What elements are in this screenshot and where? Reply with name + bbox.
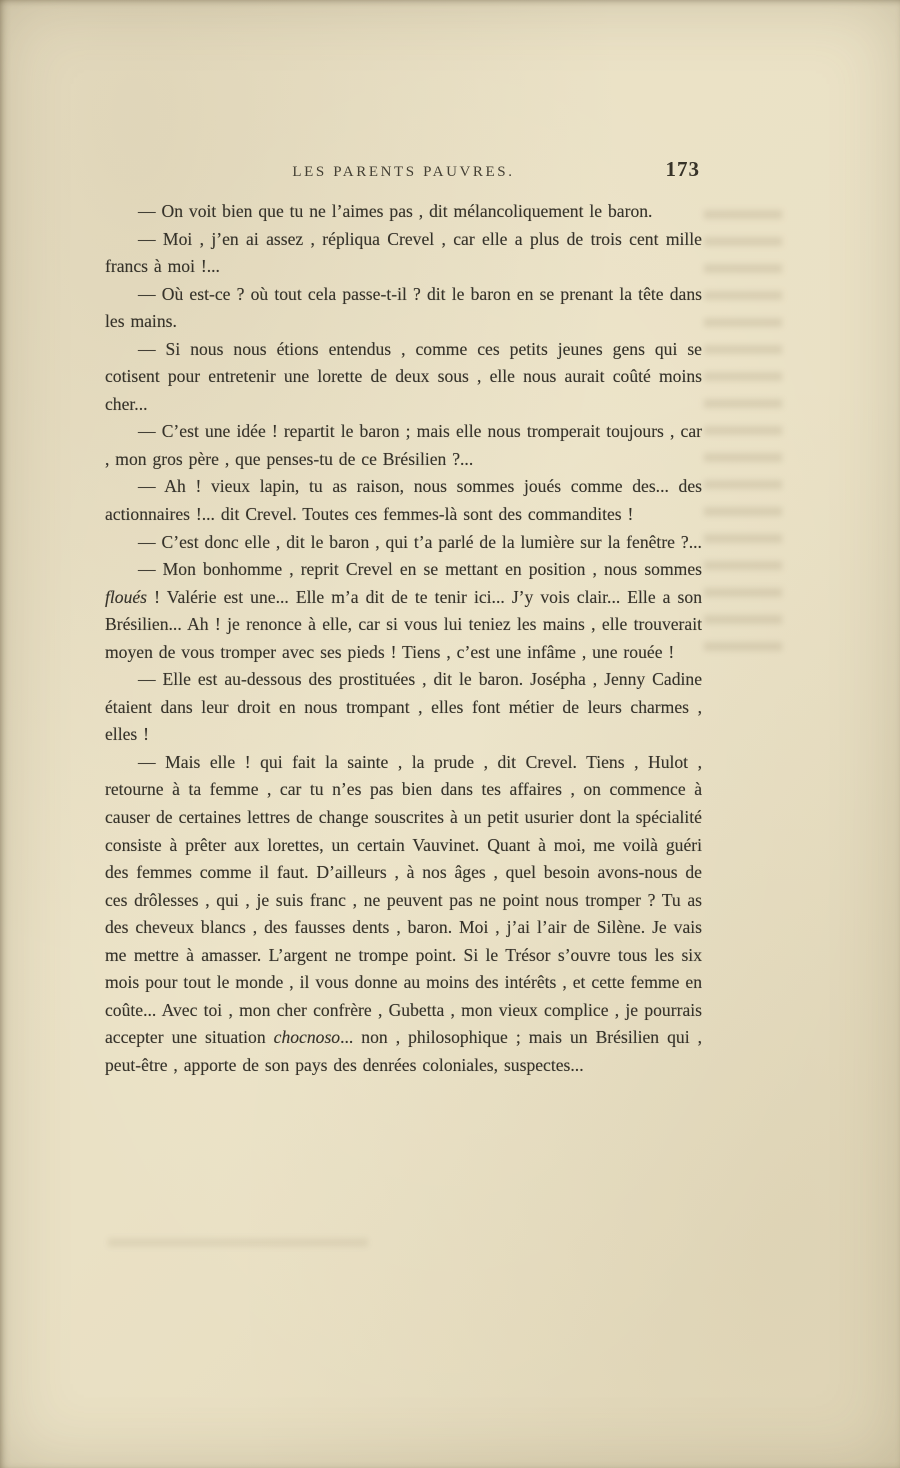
paragraph <box>105 529 702 557</box>
text-segment: — C’est donc elle , dit le baron , qui t’a parlé de la lumière sur la fenêtre ?... <box>138 531 702 552</box>
ink-bleedthrough-bottom <box>108 1238 368 1264</box>
text-segment: ! Valérie est une... Elle m’a dit de te tenir ici... J’y vois clair... Elle a son Brésilien... Ah ! je renonce à elle, car si vous lui teniez les mains , elle trouverait moyen de vous tromper avec ses pieds ! Tiens , c’est une infâme , une rouée ! <box>105 586 702 662</box>
text-segment: — On voit bien que tu ne l’aimes pas , dit mélancoliquement le baron. <box>138 201 653 221</box>
paragraph <box>105 749 702 1080</box>
text-segment: — Si nous nous étions entendus , comme ces petits jeunes gens qui se cotisent pour entretenir une lorette de deux sous , elle nous aurait coûté moins cher... <box>105 338 702 414</box>
text-segment: — C’est une idée ! repartit le baron ; mais elle nous tromperait toujours , car , mon gros père , que penses-tu de ce Brésilien ?... <box>105 421 702 469</box>
paragraph <box>105 198 702 226</box>
paragraph <box>105 336 702 419</box>
italic-text-segment: chocnoso <box>273 1027 341 1048</box>
text-segment: — Moi , j’en ai assez , répliqua Crevel , car elle a plus de trois cent mille francs à moi !... <box>105 228 702 277</box>
running-head <box>105 158 702 190</box>
running-title: LES PARENTS PAUVRES. <box>292 164 515 180</box>
paragraph <box>105 666 702 749</box>
text-segment: — Où est-ce ? où tout cela passe-t-il ? dit le baron en se prenant la tête dans les mains. <box>105 283 702 332</box>
text-segment: — Mon bonhomme , reprit Crevel en se mettant en position , nous sommes <box>138 559 702 580</box>
text-block <box>105 158 702 1080</box>
page-number: 173 <box>665 157 700 181</box>
paragraph <box>105 556 702 666</box>
text-segment: — Elle est au-dessous des prostituées , dit le baron. Josépha , Jenny Cadine étaient dans leur droit en nous trompant , elles font métier de leurs charmes , elles ! <box>105 669 702 745</box>
text-segment: — Mais elle ! qui fait la sainte , la prude , dit Crevel. Tiens , Hulot , retourne à ta femme , car tu n’es pas bien dans tes affaires , on commence à causer de certaines lettres de change souscrites à un petit usurier dont la spécialité consiste à prêter aux lorettes, un certain Vauvinet. Quant à moi, me voilà guéri des femmes comme il faut. D’ailleurs , à nos âges , quel besoin avons-nous de ces drôlesses , qui , je suis franc , ne peuvent pas ne point nous tromper ? Tu as des cheveux blancs , des fausses dents , baron. Moi , j’ai l’air de Silène. Je vais me mettre à amasser. L’argent ne trompe point. Si le Trésor s’ouvre tous les six mois pour tout le monde , il vous donne au moins des intérêts , et cette femme en coûte... Avec toi , mon cher confrère , Gubetta , mon vieux complice , je pourrais accepter une situation <box>105 751 702 1048</box>
paragraph <box>105 418 702 473</box>
text-segment: — Ah ! vieux lapin, tu as raison, nous sommes joués comme des... des actionnaires !... dit Crevel. Toutes ces femmes-là sont des commandites ! <box>105 476 702 525</box>
body-text <box>105 198 702 1080</box>
italic-text-segment: floués <box>105 586 148 607</box>
paragraph <box>105 473 702 528</box>
text-segment: ... non , philosophique ; mais un Brésilien qui , peut-être , apporte de son pays des denrées coloniales, suspectes... <box>105 1027 702 1075</box>
ink-bleedthrough-right <box>704 210 782 660</box>
paragraph <box>105 281 702 336</box>
paragraph <box>105 226 702 281</box>
